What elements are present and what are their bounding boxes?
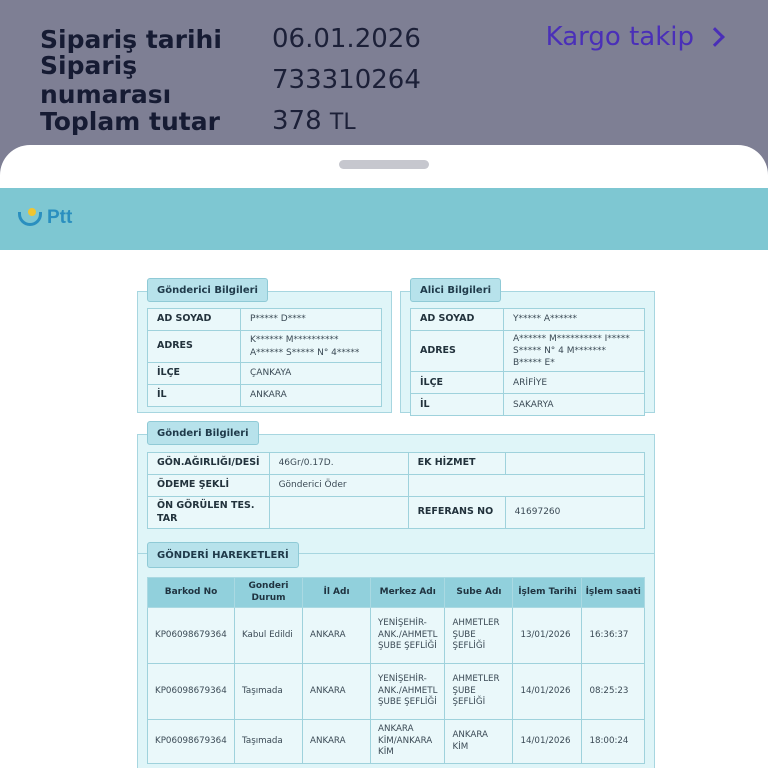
shipment-payment-value: Gönderici Öder [269,475,408,497]
col-header-status: Gonderi Durum [235,578,303,608]
order-number-row [40,51,421,109]
col-header-date: İşlem Tarihi [513,578,582,608]
sender-name-value: P***** D**** [241,309,382,331]
shipment-expected-date-value [269,497,408,529]
order-total-amount: 378 [272,106,322,136]
col-header-center: Merkez Adı [371,578,445,608]
receiver-city-value: SAKARYA [504,394,645,416]
cell-status: Taşımada [235,720,303,764]
shipment-weight-value: 46Gr/0.17D. [269,453,408,475]
table-row [148,497,645,529]
chevron-right-icon [705,27,725,47]
cell-date: 14/01/2026 [513,720,582,764]
order-summary [0,0,768,160]
cell-time: 18:00:24 [582,720,645,764]
order-total-row [40,101,356,141]
order-number-label: Sipariş numarası [40,51,172,109]
table-row [148,664,645,720]
cell-branch: ANKARA KİM [445,720,513,764]
sender-district-label: İLÇE [148,363,241,385]
order-total-label: Toplam tutar [40,106,220,136]
order-number-value: 733310264 [272,65,421,95]
table-row [148,309,382,331]
tracking-sheet [0,145,768,768]
receiver-city-label: İL [411,394,504,416]
cell-branch: AHMETLER ŞUBE ŞEFLİĞİ [445,664,513,720]
cell-city: ANKARA [303,608,371,664]
cargo-tracking-label: Kargo takip [545,22,694,52]
shipment-extra-label: EK HİZMET [408,453,505,475]
cell-barcode: KP06098679364 [148,720,235,764]
cell-date: 14/01/2026 [513,664,582,720]
cell-status: Kabul Edildi [235,608,303,664]
movements-table [147,577,645,764]
table-header-row [148,578,645,608]
sender-city-label: İL [148,385,241,407]
cell-center: YENİŞEHİR-ANK./AHMETL ŞUBE ŞEFLİĞİ [371,664,445,720]
order-date-value: 06.01.2026 [272,24,421,54]
receiver-address-value: A****** M********** I***** S***** N° 4 M******* B***** E* [504,331,645,372]
cell-barcode: KP06098679364 [148,664,235,720]
cell-status: Taşımada [235,664,303,720]
cell-city: ANKARA [303,664,371,720]
receiver-district-label: İLÇE [411,372,504,394]
table-row [411,372,645,394]
col-header-city: İl Adı [303,578,371,608]
cell-time: 08:25:23 [582,664,645,720]
sender-table [147,308,382,407]
receiver-table [410,308,645,416]
cell-branch: AHMETLER ŞUBE ŞEFLİĞİ [445,608,513,664]
ptt-logo [18,207,72,229]
table-row [148,331,382,363]
cell-center: YENİŞEHİR-ANK./AHMETL ŞUBE ŞEFLİĞİ [371,608,445,664]
sender-address-label: ADRES [148,331,241,363]
shipment-reference-value: 41697260 [505,497,644,529]
sheet-grabber-handle[interactable] [339,160,429,169]
col-header-time: İşlem saati [582,578,645,608]
order-date-label: Sipariş tarihi [40,24,222,54]
cell-time: 16:36:37 [582,608,645,664]
table-row [411,331,645,372]
table-row [148,720,645,764]
col-header-branch: Sube Adı [445,578,513,608]
cell-barcode: KP06098679364 [148,608,235,664]
order-total-currency: TL [329,110,356,135]
tracking-document [0,250,768,768]
table-row [411,394,645,416]
table-row [411,309,645,331]
ptt-logo-text: Ptt [47,207,73,228]
cargo-tracking-link[interactable] [546,22,722,52]
movements-panel-title: GÖNDERİ HAREKETLERİ [147,542,299,568]
sender-panel-title: Gönderici Bilgileri [147,278,268,302]
sender-city-value: ANKARA [241,385,382,407]
receiver-address-label: ADRES [411,331,504,372]
shipment-panel-title: Gönderi Bilgileri [147,421,259,445]
cell-date: 13/01/2026 [513,608,582,664]
table-row [148,475,645,497]
table-row [148,608,645,664]
sender-name-label: AD SOYAD [148,309,241,331]
table-row [148,453,645,475]
col-header-barcode: Barkod No [148,578,235,608]
receiver-panel-title: Alici Bilgileri [410,278,501,302]
ptt-header-bar [0,188,768,250]
shipment-extra-value [505,453,644,475]
shipment-reference-label: REFERANS NO [408,497,505,529]
table-row [148,385,382,407]
cell-center: ANKARA KİM/ANKARA KİM [371,720,445,764]
order-total-value [272,106,356,136]
shipment-payment-label: ÖDEME ŞEKLİ [148,475,270,497]
ptt-logo-icon [18,208,44,228]
sender-address-value: K****** M********** A****** S***** N° 4***** [241,331,382,363]
receiver-district-value: ARİFİYE [504,372,645,394]
shipment-expected-date-label: ÖN GÖRÜLEN TES. TAR [148,497,270,529]
receiver-name-value: Y***** A****** [504,309,645,331]
receiver-name-label: AD SOYAD [411,309,504,331]
sender-district-value: ÇANKAYA [241,363,382,385]
shipment-table [147,452,645,529]
table-row [148,363,382,385]
cell-city: ANKARA [303,720,371,764]
shipment-weight-label: GÖN.AĞIRLIĞI/DESİ [148,453,270,475]
